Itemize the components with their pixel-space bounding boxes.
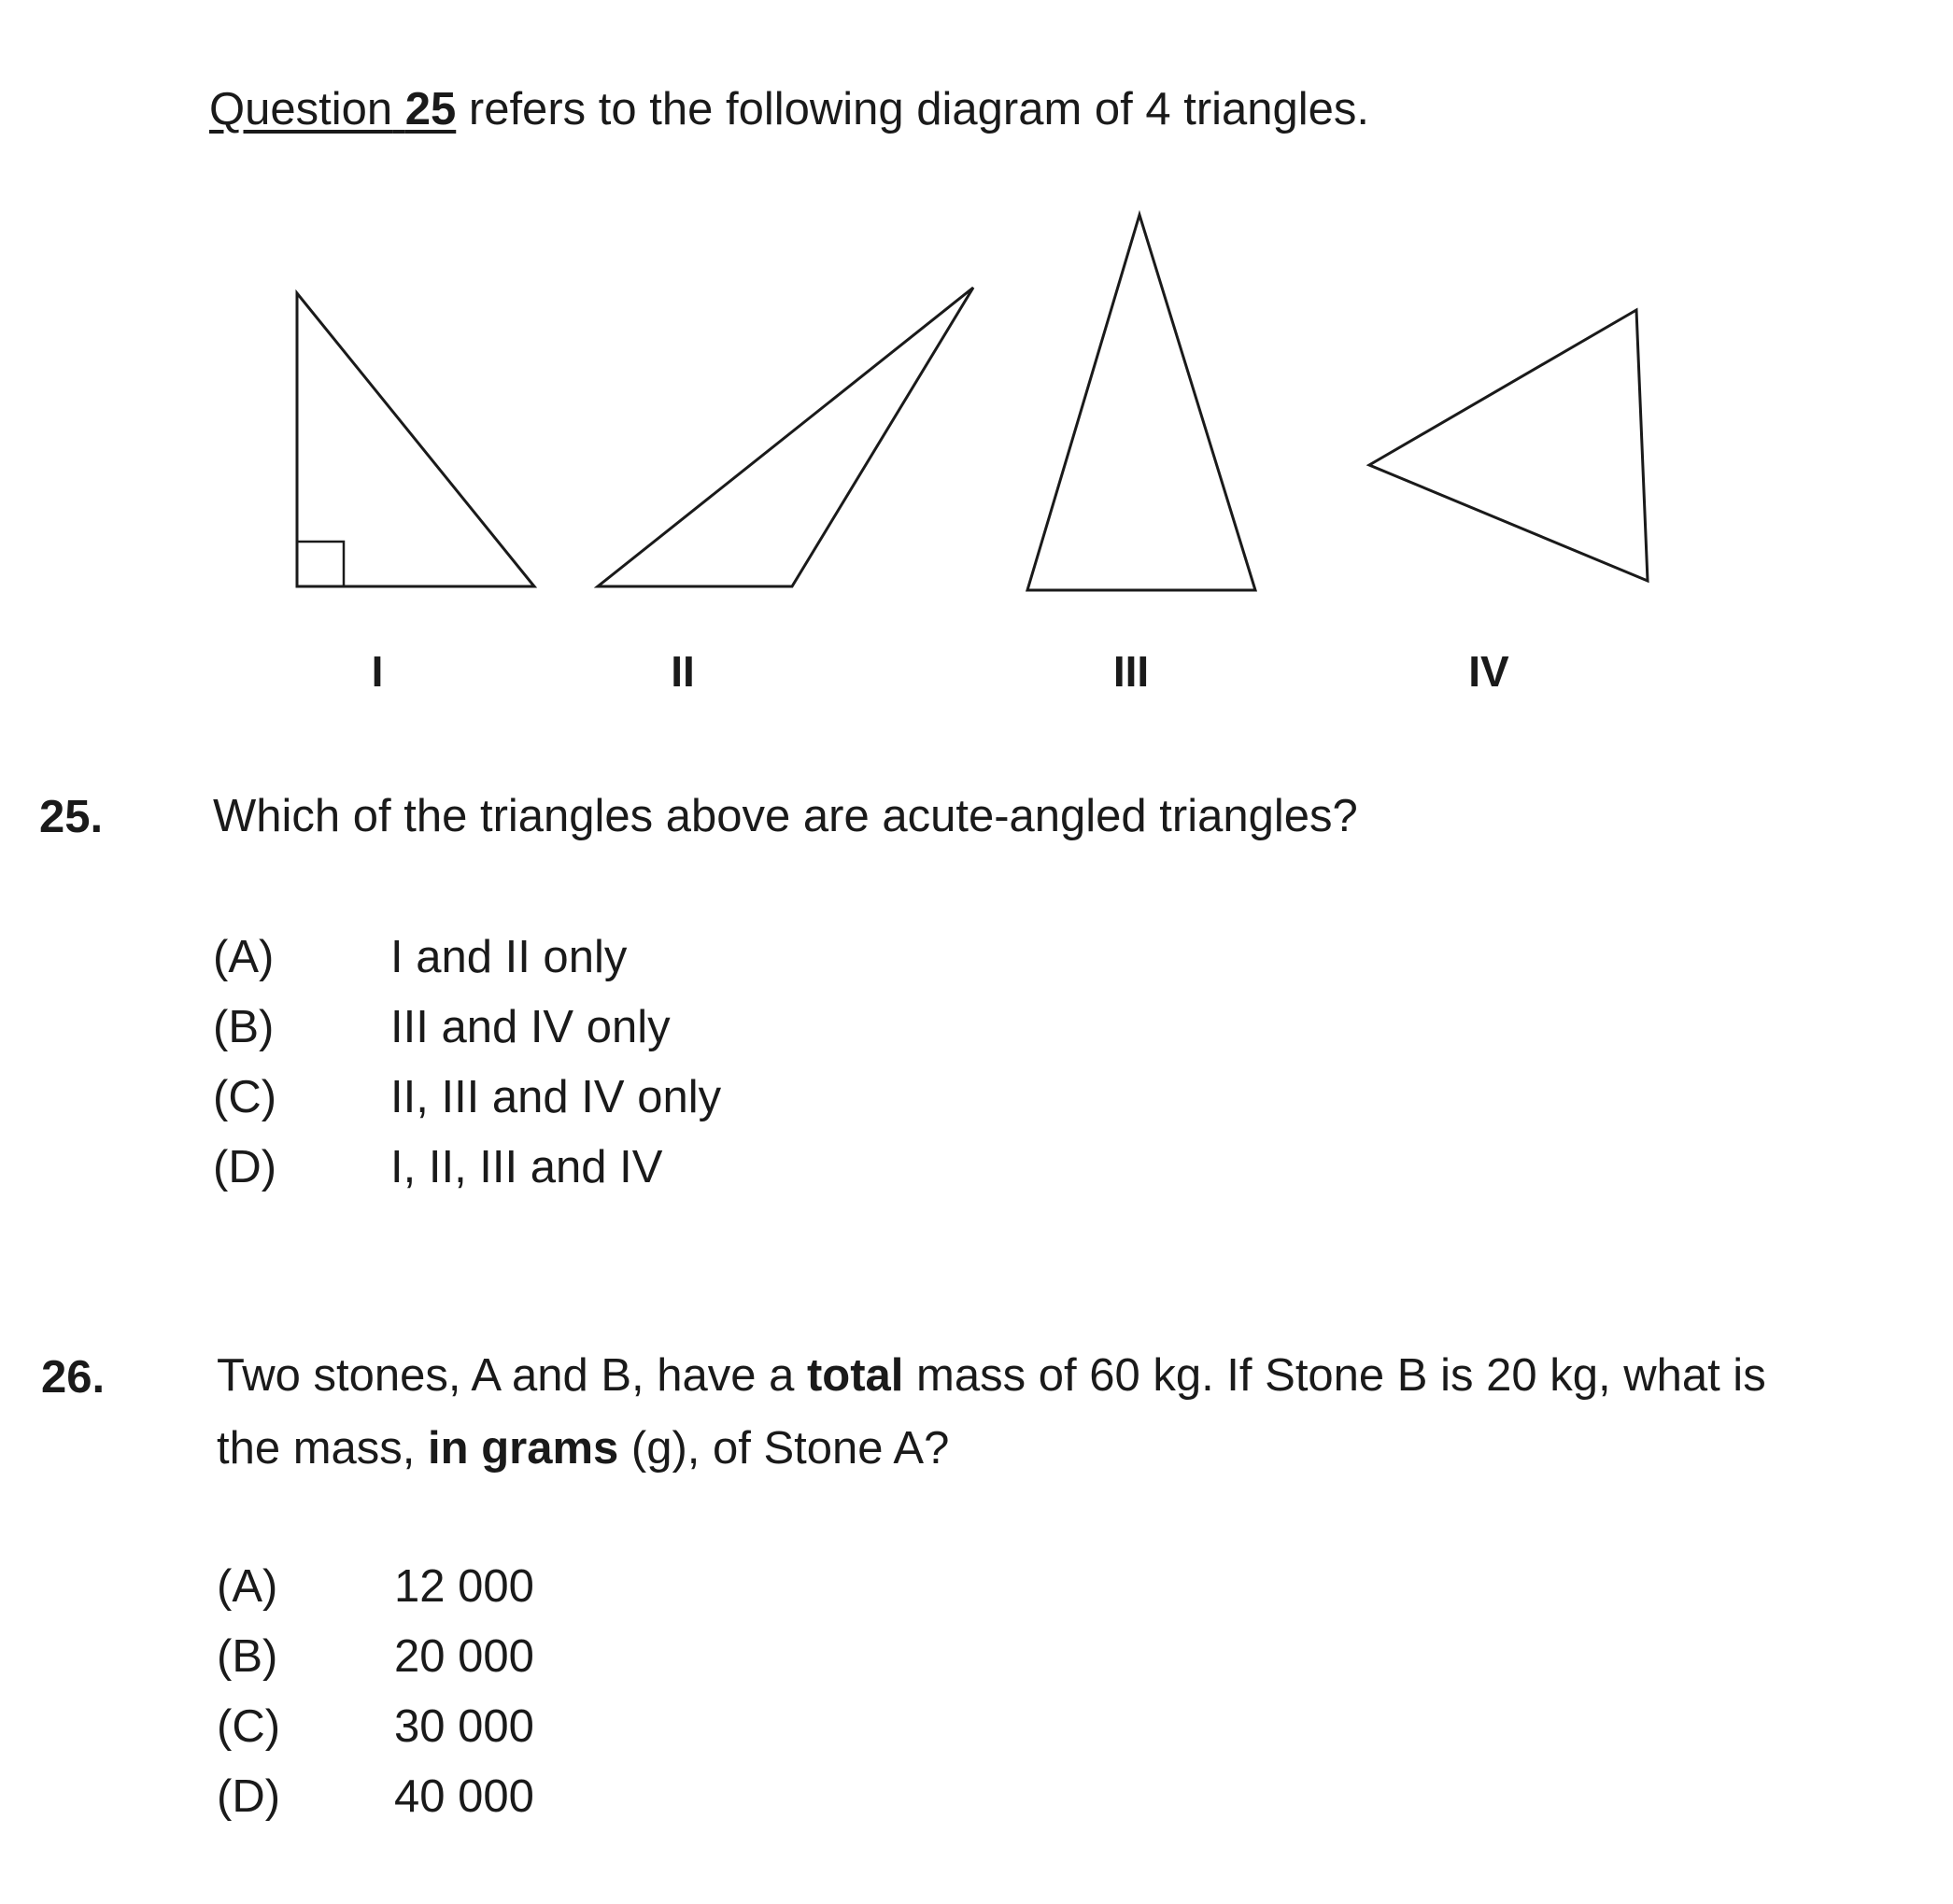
q26-text-part3: the mass, <box>217 1423 429 1474</box>
q26-text-part1: Two stones, A and B, have a <box>217 1350 807 1401</box>
option-letter: (A) <box>217 1561 278 1612</box>
q26-text-part2: mass of 60 kg. If Stone B is 20 kg, what is <box>903 1350 1766 1401</box>
q26-options <box>217 1552 534 1832</box>
triangles-diagram <box>0 0 1953 728</box>
q26-option-a[interactable] <box>217 1552 534 1622</box>
q26-number: 26. <box>41 1352 106 1403</box>
option-text: 12 000 <box>394 1561 534 1612</box>
right-angle-marker <box>297 542 344 586</box>
option-letter: (C) <box>217 1701 281 1752</box>
label-triangle-ii: II <box>671 647 695 696</box>
q26-option-c[interactable] <box>217 1692 534 1762</box>
q26-line-1 <box>217 1339 1766 1412</box>
triangles-svg <box>0 0 1953 728</box>
option-letter: (B) <box>213 1002 275 1052</box>
q26-bold-in-grams: in grams <box>428 1423 619 1474</box>
option-text: 20 000 <box>394 1631 534 1682</box>
option-letter: (D) <box>213 1142 277 1192</box>
triangle-iv <box>1369 310 1648 581</box>
option-letter: (A) <box>213 932 275 982</box>
option-text: II, III and IV only <box>390 1072 722 1122</box>
triangle-ii <box>598 288 973 586</box>
q25-option-a[interactable] <box>213 923 721 993</box>
q26-option-b[interactable] <box>217 1622 534 1692</box>
q26-line-2 <box>217 1412 1766 1485</box>
option-text: I and II only <box>390 932 628 982</box>
option-text: 30 000 <box>394 1701 534 1752</box>
option-letter: (D) <box>217 1771 281 1822</box>
q26-text-part4: (g), of Stone A? <box>618 1423 950 1474</box>
triangle-iii <box>1027 215 1255 590</box>
q25-number: 25. <box>39 792 104 842</box>
q25-option-b[interactable] <box>213 993 721 1063</box>
intro-suffix: refers to the following diagram of 4 triangles. <box>456 84 1370 134</box>
intro-prefix: Question <box>209 84 393 134</box>
option-text: III and IV only <box>390 1002 671 1052</box>
intro-number: 25 <box>404 84 457 134</box>
q26-option-d[interactable] <box>217 1762 534 1832</box>
q25-options <box>213 923 721 1203</box>
label-triangle-i: I <box>371 647 384 696</box>
option-letter: (B) <box>217 1631 278 1682</box>
q25-option-d[interactable] <box>213 1133 721 1203</box>
q25-text: Which of the triangles above are acute-angled triangles? <box>213 791 1358 841</box>
q25-option-c[interactable] <box>213 1063 721 1133</box>
q26-bold-total: total <box>806 1350 904 1401</box>
label-triangle-iv: IV <box>1468 647 1509 696</box>
q26-text <box>217 1339 1766 1485</box>
label-triangle-iii: III <box>1112 647 1150 696</box>
option-text: 40 000 <box>394 1771 534 1822</box>
option-letter: (C) <box>213 1072 277 1122</box>
option-text: I, II, III and IV <box>390 1142 663 1192</box>
